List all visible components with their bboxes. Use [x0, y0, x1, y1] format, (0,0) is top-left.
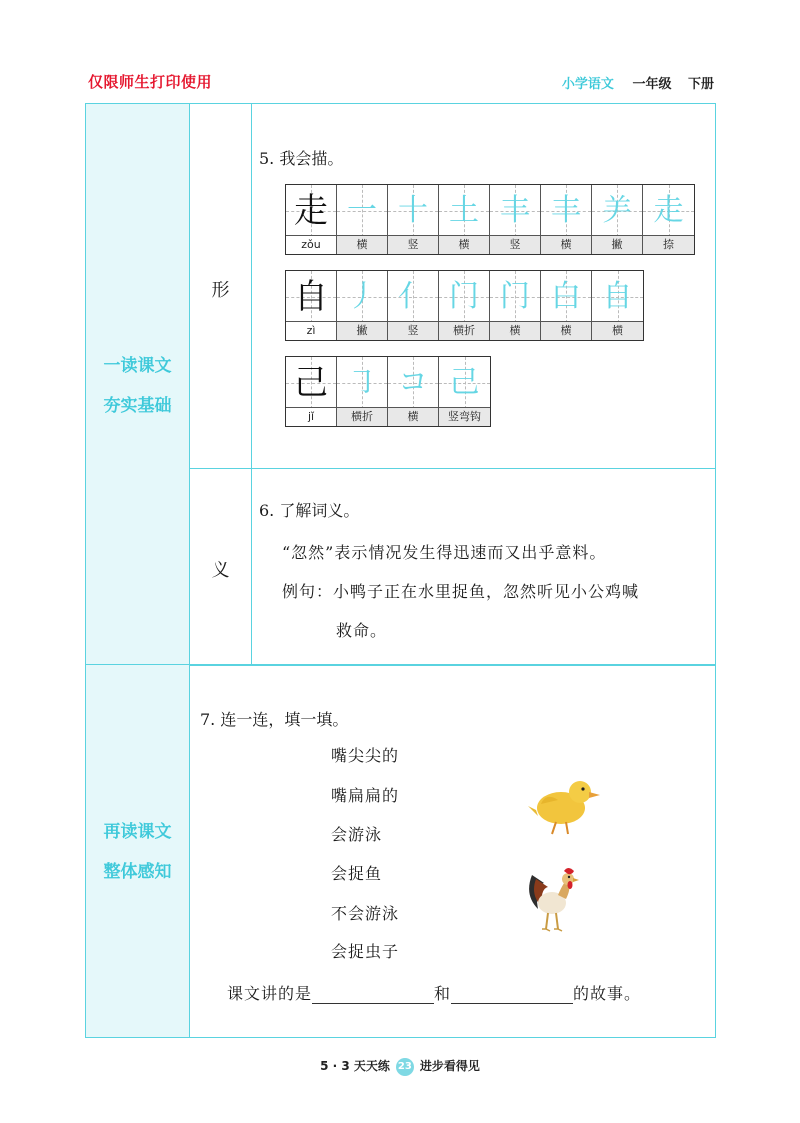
match-option[interactable]: 嘴扁扁的 — [331, 786, 400, 805]
main-char: 己 — [294, 363, 328, 403]
trace-cell[interactable] — [541, 185, 592, 254]
sub-column — [190, 104, 252, 665]
footer-brand: 5 · 3 天天练 — [320, 1059, 390, 1073]
pinyin: jǐ — [286, 407, 336, 426]
grade-label: 一年级 — [632, 77, 672, 92]
trace-glyph: 亻 — [398, 279, 428, 314]
grid-main-cell — [286, 271, 337, 340]
volume-label: 下册 — [687, 77, 714, 92]
stroke-name: 横 — [490, 321, 540, 340]
stroke-name: 横 — [541, 321, 591, 340]
stroke-name: 竖 — [388, 235, 438, 254]
stroke-name: 捺 — [643, 235, 694, 254]
trace-glyph: 门 — [500, 279, 530, 314]
match-option[interactable]: 会捉虫子 — [331, 942, 400, 961]
stroke-name: 撇 — [337, 321, 387, 340]
trace-cell[interactable] — [337, 185, 388, 254]
q6-example-cont: 救命。 — [336, 621, 388, 640]
trace-cell[interactable] — [388, 357, 439, 426]
trace-glyph: 十 — [398, 193, 428, 228]
stroke-name: 横 — [541, 235, 591, 254]
form-label: 形 — [211, 280, 230, 301]
trace-cell[interactable] — [592, 185, 643, 254]
trace-cell[interactable] — [592, 271, 643, 340]
section-basics — [85, 103, 716, 666]
sentence-end: 的故事。 — [573, 984, 642, 1003]
trace-glyph: 一 — [347, 193, 377, 228]
fill-sentence — [227, 981, 641, 1004]
grid-main-cell — [286, 357, 337, 426]
book-info — [562, 73, 714, 92]
stroke-name: 横折 — [337, 407, 387, 426]
trace-glyph: 土 — [449, 193, 479, 228]
match-option[interactable]: 会捉鱼 — [331, 864, 383, 883]
trace-cell[interactable] — [439, 271, 490, 340]
main-char: 走 — [294, 191, 328, 231]
trace-cell[interactable] — [388, 185, 439, 254]
match-option[interactable]: 嘴尖尖的 — [331, 746, 400, 765]
trace-glyph: 丰 — [500, 193, 530, 228]
footer-slogan: 进步看得见 — [419, 1059, 480, 1073]
subject-label: 小学语文 — [561, 77, 614, 92]
match-option[interactable]: 会游泳 — [331, 825, 383, 844]
trace-glyph: 走 — [653, 193, 684, 228]
trace-glyph: 白 — [551, 279, 581, 314]
section-basics-title-1: 一读课文 — [103, 356, 172, 376]
trace-glyph: 己 — [449, 365, 480, 400]
q6-title: 6. 了解词义。 — [259, 501, 360, 520]
trace-cell[interactable] — [388, 271, 439, 340]
meaning-label: 义 — [211, 560, 230, 581]
section-overview-sidebar — [86, 665, 190, 1037]
stroke-name: 竖弯钩 — [439, 407, 490, 426]
q7-title: 7. 连一连，填一填。 — [200, 710, 349, 729]
stroke-name: 横 — [337, 235, 387, 254]
stroke-grid-ji — [285, 356, 491, 427]
trace-cell[interactable] — [643, 185, 694, 254]
rooster-image[interactable] — [524, 865, 584, 935]
stroke-name: 竖 — [490, 235, 540, 254]
trace-glyph: 丿 — [347, 279, 377, 314]
grid-main-cell — [286, 185, 337, 254]
trace-cell[interactable] — [337, 357, 388, 426]
stroke-name: 横折 — [439, 321, 489, 340]
page-footer — [0, 1057, 800, 1076]
trace-cell[interactable] — [490, 185, 541, 254]
page-number: 23 — [396, 1058, 414, 1076]
stroke-grid-zi — [285, 270, 644, 341]
trace-glyph: ⺶ — [602, 193, 632, 228]
sentence-mid: 和 — [434, 984, 452, 1003]
section-overview-title-1: 再读课文 — [103, 822, 172, 842]
trace-glyph: 自 — [602, 279, 633, 314]
q5-title: 5. 我会描。 — [259, 149, 344, 168]
trace-glyph: 门 — [449, 279, 479, 314]
trace-cell[interactable] — [490, 271, 541, 340]
trace-glyph: ㇆ — [347, 365, 377, 400]
trace-glyph: 丰 — [551, 193, 581, 228]
answer-blank-2[interactable] — [451, 987, 573, 1004]
sentence-start: 课文讲的是 — [227, 984, 313, 1003]
stroke-name: 撇 — [592, 235, 642, 254]
trace-glyph: コ — [398, 365, 428, 400]
q6-definition: “忽然”表示情况发生得迅速而又出乎意料。 — [282, 543, 607, 562]
pinyin: zì — [286, 321, 336, 340]
print-notice: 仅限师生打印使用 — [88, 73, 213, 91]
trace-cell[interactable] — [439, 185, 490, 254]
trace-cell[interactable] — [337, 271, 388, 340]
section-overview — [85, 664, 716, 1038]
pinyin: zǒu — [286, 235, 336, 254]
main-char: 自 — [294, 277, 328, 317]
section-basics-sidebar — [86, 104, 190, 665]
section-overview-title-2: 整体感知 — [103, 862, 172, 882]
stroke-grid-zou — [285, 184, 695, 255]
q6-example: 例句：小鸭子正在水里捉鱼，忽然听见小公鸡喊 — [282, 582, 640, 601]
trace-cell[interactable] — [439, 357, 490, 426]
stroke-name: 横 — [439, 235, 489, 254]
stroke-name: 横 — [592, 321, 643, 340]
answer-blank-1[interactable] — [312, 987, 434, 1004]
section-basics-title-2: 夯实基础 — [103, 396, 172, 416]
row-divider — [190, 468, 715, 469]
trace-cell[interactable] — [541, 271, 592, 340]
stroke-name: 横 — [388, 407, 438, 426]
duckling-image[interactable] — [516, 768, 606, 838]
match-option[interactable]: 不会游泳 — [331, 904, 400, 923]
stroke-name: 竖 — [388, 321, 438, 340]
